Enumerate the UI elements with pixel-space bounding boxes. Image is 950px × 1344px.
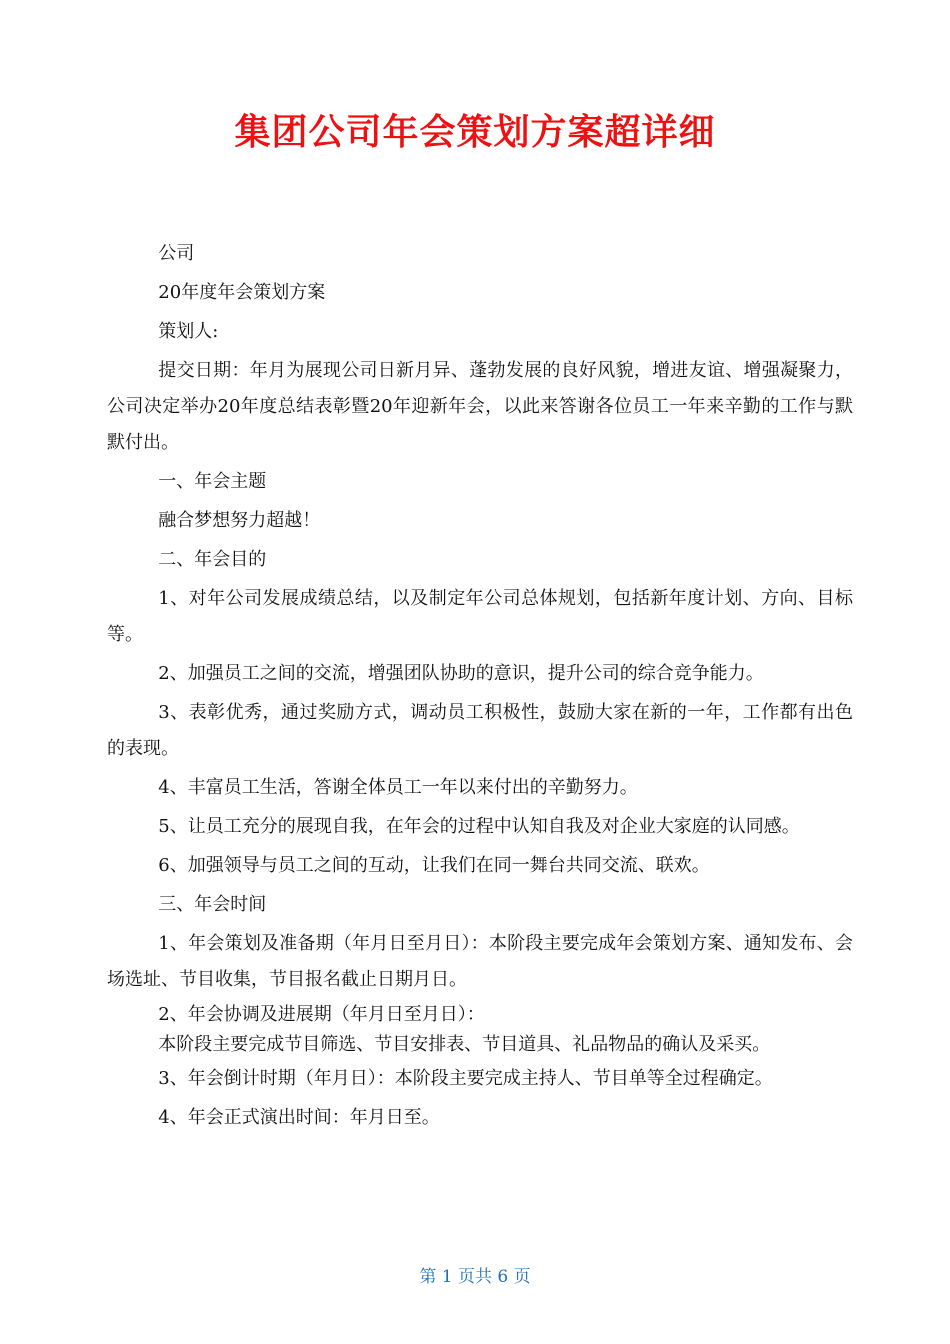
paragraph: 提交日期：年月为展现公司日新月异、蓬勃发展的良好风貌，增进友谊、增强凝聚力，公司决定举办20年度总结表彰暨20年迎新年会，以此来答谢各位员工一年来辛勤的工作与默默付出。: [107, 360, 853, 453]
section-heading: 三、年会时间: [158, 894, 267, 915]
paragraph: 策划人:: [158, 321, 219, 342]
list-item: 5、让员工充分的展现自我，在年会的过程中认知自我及对企业大家庭的认同感。: [158, 816, 800, 837]
document-body: [107, 236, 853, 1139]
document-title: 集团公司年会策划方案超详细: [234, 112, 716, 153]
list-item: 3、表彰优秀，通过奖励方式，调动员工积极性，鼓励大家在新的一年，工作都有出色的表现。: [107, 702, 853, 759]
paragraph: 公司: [158, 243, 195, 264]
list-item: 3、年会倒计时期（年月日）：本阶段主要完成主持人、节目单等全过程确定。: [158, 1068, 773, 1089]
paragraph: 融合梦想努力超越！: [158, 510, 321, 531]
list-item: 1、年会策划及准备期（年月日至月日）：本阶段主要完成年会策划方案、通知发布、会场选址、节目收集，节目报名截止日期月日。: [107, 933, 853, 990]
list-item: 4、丰富员工生活，答谢全体员工一年以来付出的辛勤努力。: [158, 777, 638, 798]
section-heading: 二、年会目的: [158, 549, 267, 570]
list-item: 4、年会正式演出时间：年月日至。: [158, 1107, 440, 1128]
list-item: 2、年会协调及进展期（年月日至月日）：: [158, 1004, 485, 1025]
page-number-footer: 第 1 页共 6 页: [419, 1267, 531, 1287]
list-item-continuation: 本阶段主要完成节目筛选、节目安排表、节目道具、礼品物品的确认及采买。: [158, 1034, 771, 1055]
list-item: 6、加强领导与员工之间的互动，让我们在同一舞台共同交流、联欢。: [158, 855, 710, 876]
list-item: 2、加强员工之间的交流，增强团队协助的意识，提升公司的综合竞争能力。: [158, 663, 764, 684]
paragraph: 20年度年会策划方案: [158, 282, 326, 303]
section-heading: 一、年会主题: [158, 471, 267, 492]
list-item: 1、对年公司发展成绩总结，以及制定年公司总体规划，包括新年度计划、方向、目标等。: [107, 588, 853, 645]
